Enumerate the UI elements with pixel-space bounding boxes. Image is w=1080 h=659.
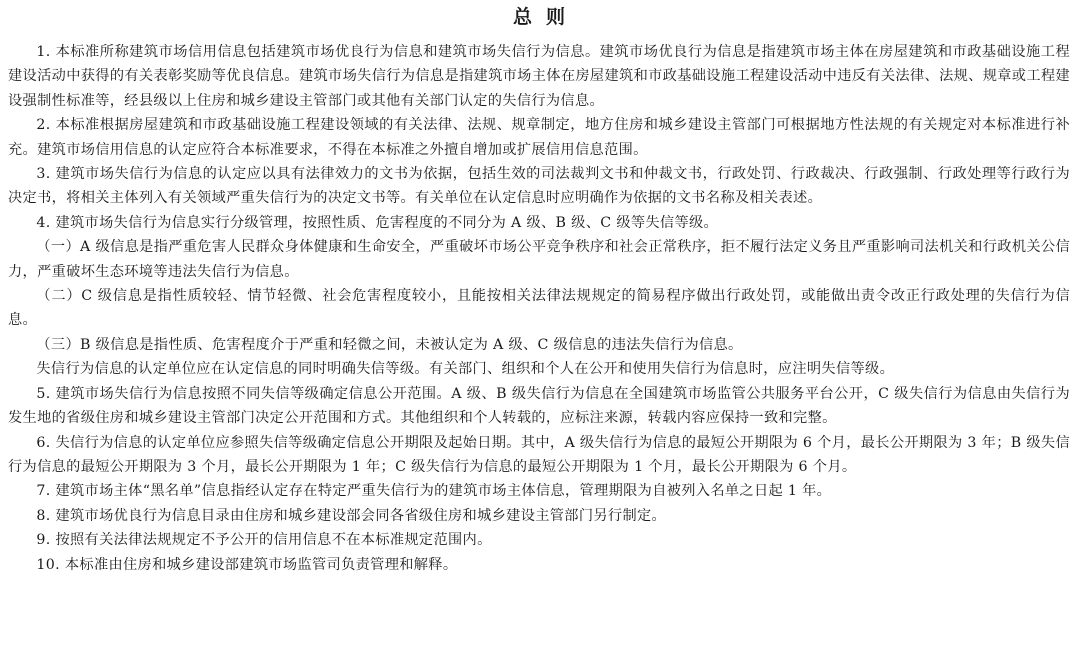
- paragraph-2: 2. 本标准根据房屋建筑和市政基础设施工程建设领域的有关法律、法规、规章制定，地方住房和城乡建设主管部门可根据地方性法规的有关规定对本标准进行补充。建筑市场信用信息的认定应符合本标准要求，不得在本标准之外擅自增加或扩展信用信息范围。: [8, 117, 1070, 158]
- paragraph-3: 3. 建筑市场失信行为信息的认定应以具有法律效力的文书为依据，包括生效的司法裁判文书和仲裁文书，行政处罚、行政裁决、行政强制、行政处理等行政行为决定书，将相关主体列入有关领域严重失信行为的决定文书等。有关单位在认定信息时应明确作为依据的文书名称及相关表述。: [8, 166, 1070, 207]
- paragraph-7: 7. 建筑市场主体“黑名单”信息指经认定存在特定严重失信行为的建筑市场主体信息，管理期限为自被列入名单之日起 1 年。: [36, 483, 832, 500]
- paragraph-6: 6. 失信行为信息的认定单位应参照失信等级确定信息公开期限及起始日期。其中，A 级失信行为信息的最短公开期限为 6 个月，最长公开期限为 3 年；B 级失信行为信息的最短公开期限为 3 个月，最长公开期限为 1 年；C 级失信行为信息的最短公开期限为 1 个月，最长公开期限为 6 个月。: [8, 434, 1070, 475]
- paragraph-1: 1. 本标准所称建筑市场信用信息包括建筑市场优良行为信息和建筑市场失信行为信息。建筑市场优良行为信息是指建筑市场主体在房屋建筑和市政基础设施工程建设活动中获得的有关表彰奖励等优良信息。建筑市场失信行为信息是指建筑市场主体在房屋建筑和市政基础设施工程建设活动中违反有关法律、法规、规章或工程建设强制性标准等，经县级以上住房和城乡建设主管部门或其他有关部门认定的失信行为信息。: [8, 44, 1070, 109]
- page-title: 总则: [512, 6, 579, 28]
- paragraph-8: 8. 建筑市场优良行为信息目录由住房和城乡建设部会同各省级住房和城乡建设主管部门另行制定。: [36, 507, 667, 524]
- document-body: [8, 40, 1070, 577]
- paragraph-5: 5. 建筑市场失信行为信息按照不同失信等级确定信息公开范围。A 级、B 级失信行为信息在全国建筑市场监管公共服务平台公开，C 级失信行为信息由失信行为发生地的省级住房和城乡建设主管部门决定公开范围和方式。其他组织和个人转载的，应标注来源，转载内容应保持一致和完整。: [8, 385, 1070, 427]
- paragraph-4-grade-b: （三）B 级信息是指性质、危害程度介于严重和轻微之间，未被认定为 A 级、C 级信息的违法失信行为信息。: [36, 336, 743, 353]
- paragraph-10: 10. 本标准由住房和城乡建设部建筑市场监管司负责管理和解释。: [36, 556, 458, 573]
- paragraph-4-grade-c: （二）C 级信息是指性质较轻、情节轻微、社会危害程度较小，且能按相关法律法规规定的简易程序做出行政处罚，或能做出责令改正行政处理的失信行为信息。: [8, 288, 1070, 329]
- paragraph-9: 9. 按照有关法律法规规定不予公开的信用信息不在本标准规定范围内。: [36, 532, 492, 549]
- paragraph-4-note: 失信行为信息的认定单位应在认定信息的同时明确失信等级。有关部门、组织和个人在公开和使用失信行为信息时，应注明失信等级。: [36, 361, 895, 378]
- paragraph-4: 4. 建筑市场失信行为信息实行分级管理，按照性质、危害程度的不同分为 A 级、B 级、C 级等失信等级。: [36, 214, 719, 231]
- paragraph-4-grade-a: （一）A 级信息是指严重危害人民群众身体健康和生命安全，严重破坏市场公平竞争秩序和社会正常秩序，拒不履行法定义务且严重影响司法机关和行政机关公信力，严重破坏生态环境等违法失信行为信息。: [8, 239, 1070, 280]
